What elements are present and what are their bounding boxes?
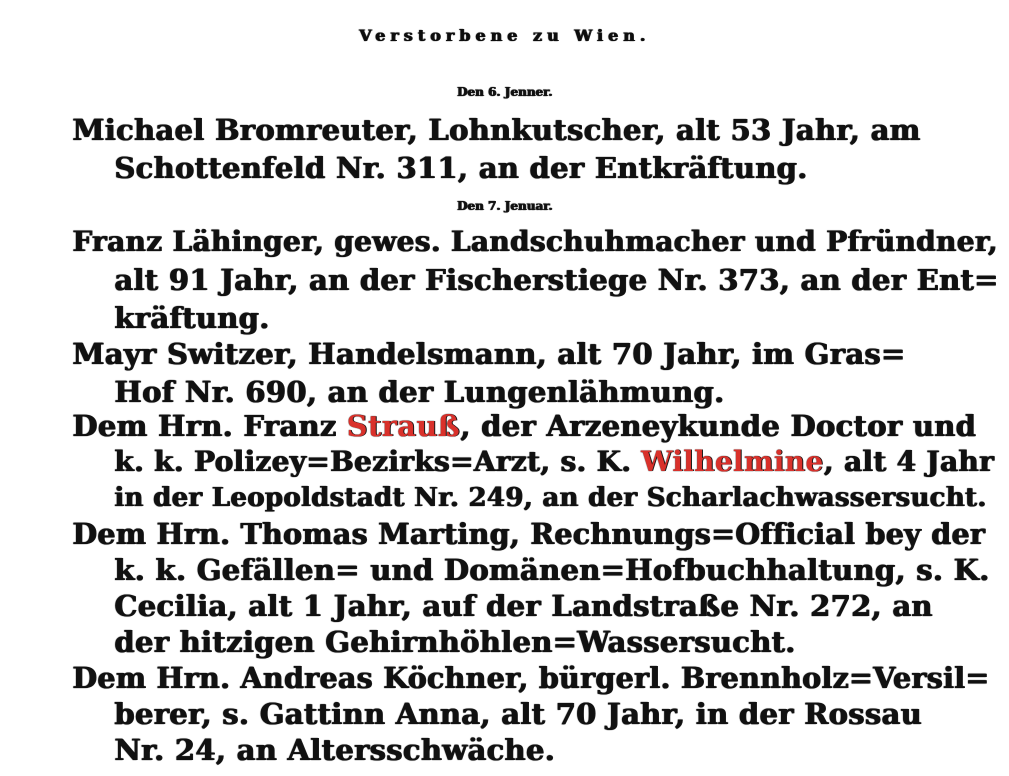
entry-line: Schottenfeld Nr. 311, an der Entkräftung. (114, 151, 808, 185)
page-title: Verstorbene zu Wien. (358, 26, 651, 45)
entry-line-strauss-child (114, 444, 994, 480)
date-heading-7: Den 7. Jenuar. (456, 199, 553, 213)
entry-text: Dem Hrn. Franz (72, 409, 347, 443)
entry-line: Dem Hrn. Andreas Köchner, bürgerl. Brennholz=Versil= (72, 661, 990, 695)
entry-line: kräftung. (114, 301, 270, 335)
entry-line: Michael Bromreuter, Lohnkutscher, alt 53 Jahr, am (72, 113, 921, 147)
entry-text: , der Arzeneykunde Doctor und (459, 409, 976, 443)
entry-line: der hitzigen Gehirnhöhlen=Wassersucht. (114, 625, 796, 659)
entry-line: Hof Nr. 690, an der Lungenlähmung. (114, 375, 725, 409)
entry-line: k. k. Gefällen= und Domänen=Hofbuchhaltung, s. K. (114, 553, 990, 587)
entry-line: Cecilia, alt 1 Jahr, auf der Landstraße Nr. 272, an (114, 589, 933, 623)
entry-line: alt 91 Jahr, an der Fischerstiege Nr. 373, an der Ent= (114, 263, 999, 297)
entry-line: Franz Lähinger, gewes. Landschuhmacher und Pfründner, (72, 225, 998, 258)
entry-line-strauss (72, 408, 976, 444)
entry-line: Mayr Switzer, Handelsmann, alt 70 Jahr, im Gras= (72, 337, 906, 371)
date-heading-6: Den 6. Jenner. (456, 85, 553, 99)
entry-text: k. k. Polizey=Bezirks=Arzt, s. K. (114, 445, 641, 478)
highlighted-surname: Strauß (346, 409, 460, 443)
entry-text: , alt 4 Jahr (823, 445, 994, 478)
entry-line: in der Leopoldstadt Nr. 249, an der Scharlachwassersucht. (114, 483, 987, 513)
entry-line: berer, s. Gattinn Anna, alt 70 Jahr, in der Rossau (114, 697, 922, 731)
entry-line: Nr. 24, an Altersschwäche. (114, 733, 555, 767)
entry-line: Dem Hrn. Thomas Marting, Rechnungs=Official bey der (72, 517, 985, 551)
highlighted-child-name: Wilhelmine (640, 445, 824, 478)
